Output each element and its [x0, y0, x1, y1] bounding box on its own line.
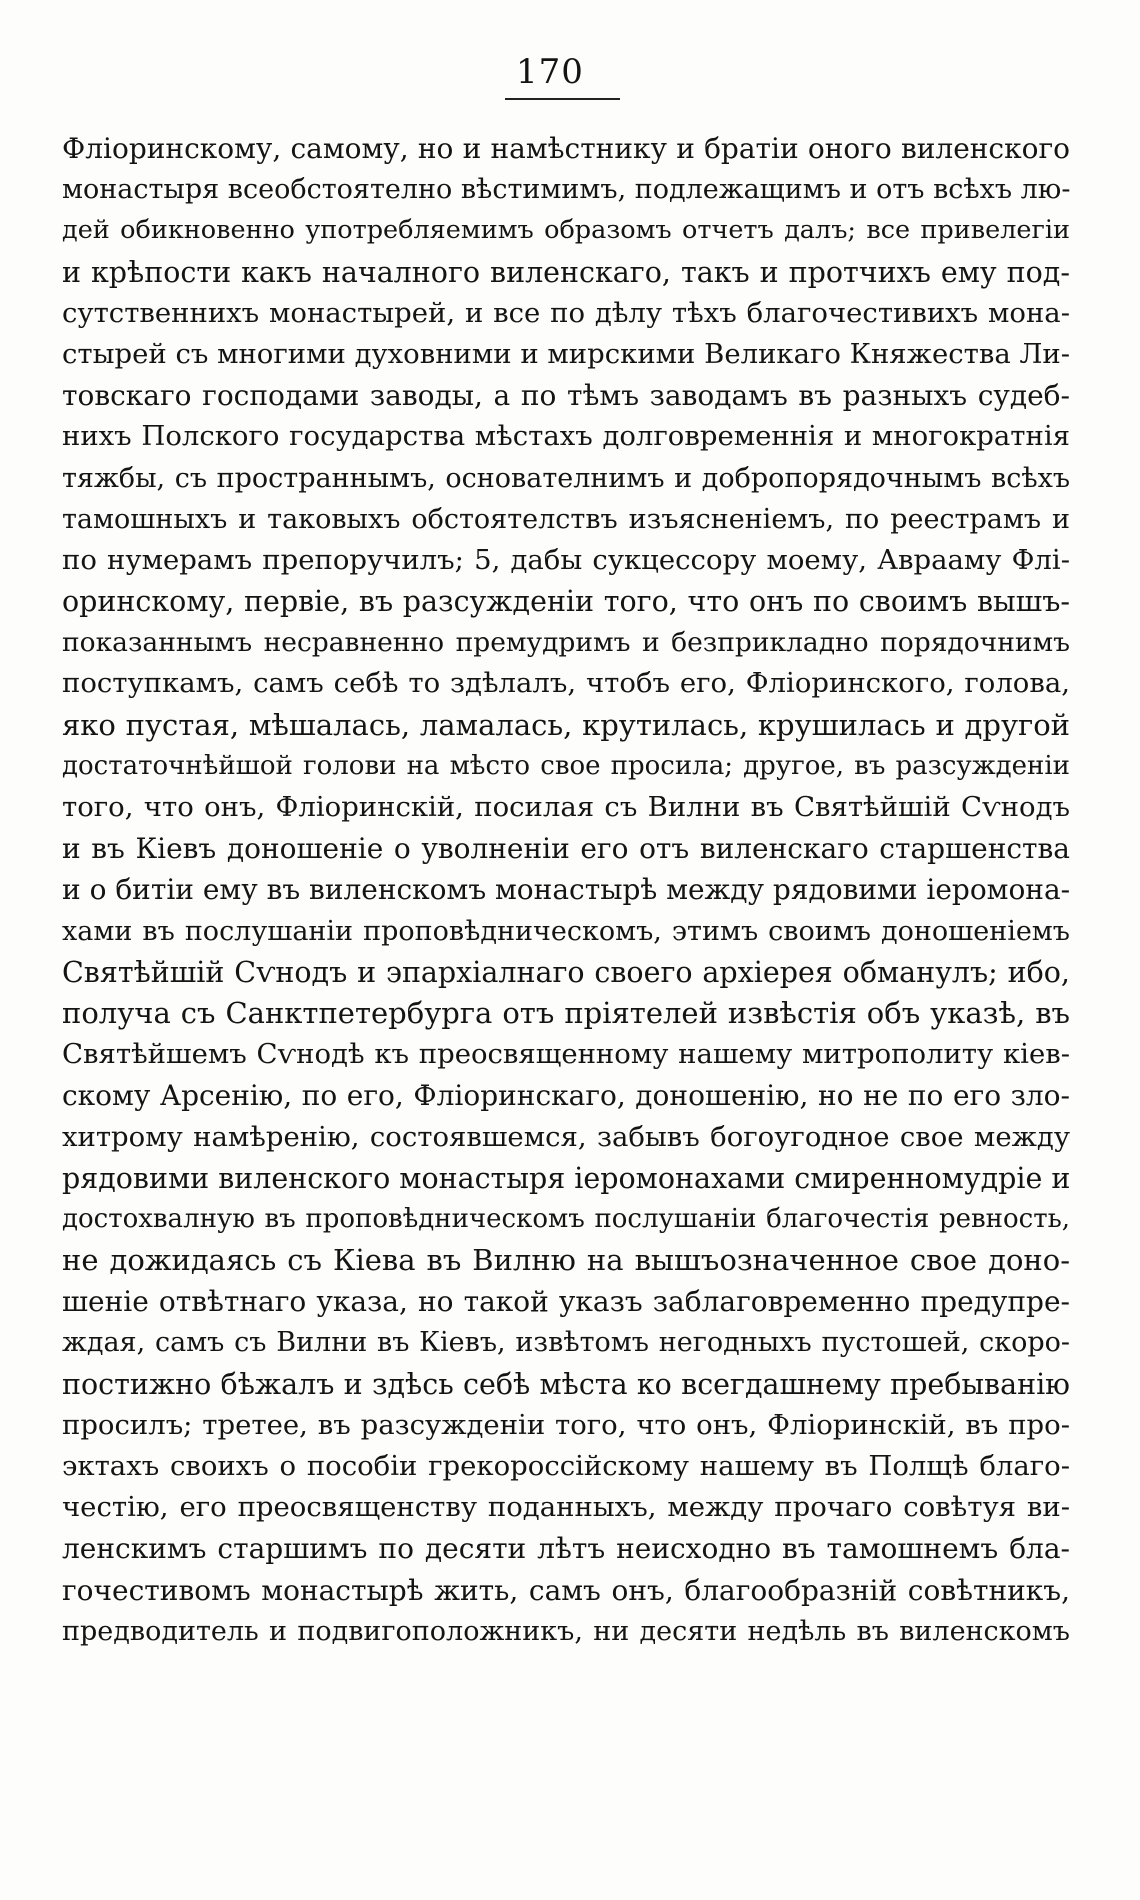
text-line: Святѣйшемъ Сѵнодѣ къ преосвященному нашему митрополиту кіев- [62, 1038, 1070, 1071]
text-line: по нумерамъ препоручилъ; 5, дабы сукцессору моему, Аврааму Флі- [62, 543, 1070, 576]
text-line: достаточнѣйшой голови на мѣсто свое просила; другое, въ разсужденіи [62, 750, 1070, 781]
text-line: дей обикновенно употребляемимъ образомъ отчетъ далъ; все привелегіи [62, 215, 1070, 246]
text-line: показаннымъ несравненно премудримъ и безприкладно порядочнимъ [62, 627, 1070, 659]
text-line: получа съ Санктпетербурга отъ пріятелей извѣстія объ указѣ, въ [62, 995, 1070, 1030]
text-line: нихъ Полского государства мѣстахъ долговременнія и многократнія [62, 420, 1070, 453]
text-line: сутственнихъ монастырей, и все по дѣлу тѣхъ благочестивихъ мона- [62, 296, 1070, 329]
text-line: товскаго господами заводы, а по тѣмъ заводамъ въ разныхъ судеб- [62, 379, 1070, 413]
text-line: рядовими виленского монастыря іеромонахами смиренномудріе и [62, 1161, 1070, 1195]
text-line: тамошныхъ и таковыхъ обстоятелствъ изъясненіемъ, по реестрамъ и [62, 503, 1070, 535]
text-line: просилъ; третее, въ разсужденіи того, что онъ, Фліоринскій, въ про- [62, 1408, 1070, 1441]
text-line: постижно бѣжалъ и здѣсь себѣ мѣста ко всегдашнему пребыванію [62, 1367, 1070, 1401]
text-line: хами въ послушаніи проповѣдническомъ, этимъ своимъ доношеніемъ [62, 915, 1070, 947]
text-line: ждая, самъ съ Вилни въ Кіевъ, извѣтомъ негодныхъ пустошей, скоро- [62, 1327, 1070, 1359]
text-line: предводитель и подвигоположникъ, ни десяти недѣль въ виленскомъ [62, 1615, 1070, 1647]
text-line: честію, его преосвященству поданныхъ, между прочаго совѣтуя ви- [62, 1491, 1070, 1524]
text-line: достохвалную въ проповѣдническомъ послушаніи благочестія ревность, [62, 1203, 1070, 1234]
body-text [62, 128, 1070, 1652]
text-line: скому Арсенію, по его, Фліоринскаго, доношенію, но не по его зло- [62, 1079, 1070, 1113]
text-line: хитрому намѣренію, состоявшемся, забывъ богоугодное свое между [62, 1120, 1070, 1153]
text-line: ленскимъ старшимъ по десяти лѣтъ неисходно въ тамошнемъ бла- [62, 1532, 1070, 1566]
text-line: гочестивомъ монастырѣ жить, самъ онъ, благообразній совѣтникъ, [62, 1573, 1070, 1607]
text-line: тяжбы, съ пространнымъ, основателнимъ и добропорядочнымъ всѣхъ [62, 462, 1070, 494]
text-line: того, что онъ, Фліоринскій, посилая съ Вилни въ Святѣйшій Сѵнодъ [62, 791, 1070, 823]
text-line: оринскому, первіе, въ разсужденіи того, что онъ по своимъ вышъ- [62, 585, 1070, 619]
text-line: поступкамъ, самъ себѣ то здѣлалъ, чтобъ его, Фліоринского, голова, [62, 667, 1070, 700]
text-line: эктахъ своихъ о пособіи грекороссійскому нашему въ Полщѣ благо- [62, 1450, 1070, 1482]
text-line: и въ Кіевъ доношеніе о уволненіи его отъ виленскаго старшенства [62, 832, 1070, 866]
text-line: стырей съ многими духовними и мирскими Великаго Княжества Ли- [62, 337, 1070, 370]
page-number-underline [505, 98, 620, 100]
text-line: Фліоринскому, самому, но и намѣстнику и братіи оного виленского [62, 132, 1070, 165]
text-line: и крѣпости какъ началного виленскаго, такъ и протчихъ ему под- [62, 255, 1070, 289]
text-line: и о битіи ему въ виленскомъ монастырѣ между рядовими іеромона- [62, 873, 1070, 907]
text-line: шеніе отвѣтнаго указа, но такой указъ заблаговременно предупре- [62, 1285, 1070, 1319]
text-line: монастыря всеобстоятелно вѣстимимъ, подлежащимъ и отъ всѣхъ лю- [62, 174, 1070, 206]
page-number: 170 [516, 52, 584, 92]
text-line: Святѣйшій Сѵнодъ и эпархіалнаго своего архіерея обманулъ; ибо, [62, 955, 1070, 989]
text-line: яко пустая, мѣшалась, ламалась, крутилась, крушилась и другой [62, 707, 1070, 742]
text-line: не дожидаясь съ Кіева въ Вилню на вышъозначенное свое доно- [62, 1243, 1070, 1278]
